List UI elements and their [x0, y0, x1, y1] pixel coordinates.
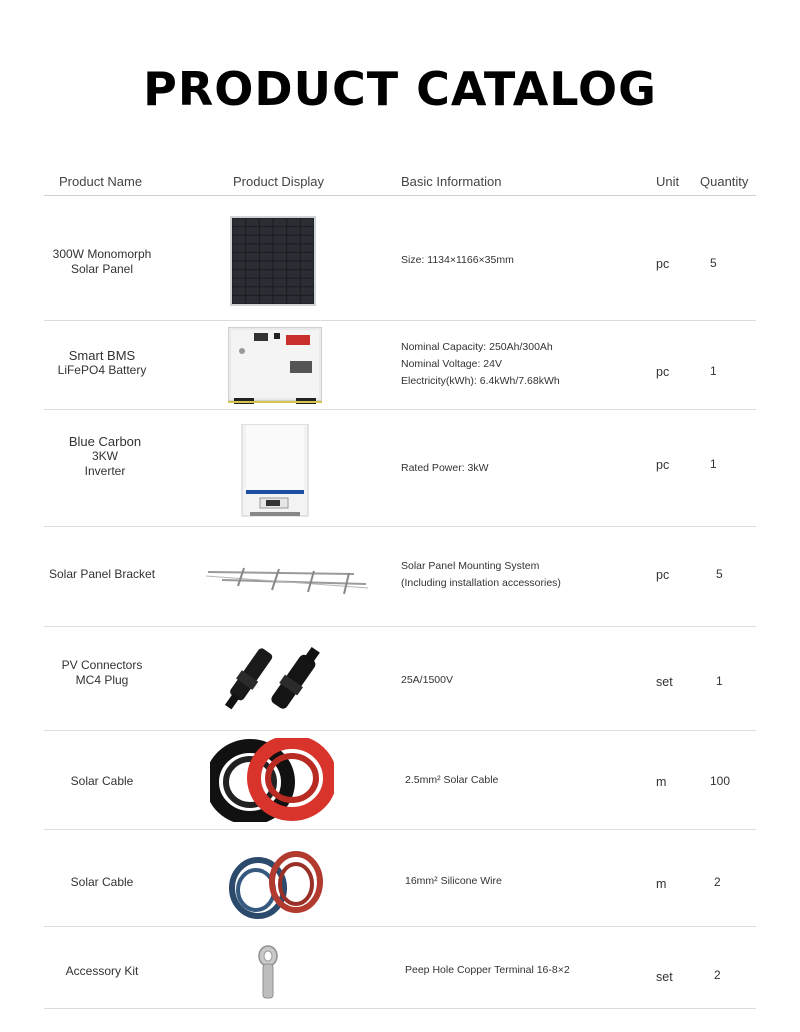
solar-cell: [260, 270, 272, 277]
header-basic-information: Basic Information: [401, 174, 502, 189]
product-name-line: Smart BMS: [68, 348, 136, 363]
copper-terminal-image: [254, 944, 284, 1000]
quantity: 1: [710, 457, 717, 471]
product-name-line: PV Connectors: [61, 658, 143, 672]
basic-information: [401, 460, 489, 477]
solar-cell: [287, 253, 299, 260]
product-name: [27, 658, 177, 688]
basic-information: [405, 873, 502, 890]
solar-cell: [274, 227, 286, 234]
unit: set: [656, 970, 673, 984]
info-line: 2.5mm² Solar Cable: [405, 774, 499, 786]
row-divider: [44, 926, 756, 927]
solar-cell: [233, 244, 245, 251]
solar-cell: [246, 296, 258, 303]
product-name-line: 300W Monomorph: [52, 247, 152, 261]
solar-cell: [301, 262, 313, 269]
solar-cell: [246, 227, 258, 234]
row-divider: [44, 409, 756, 410]
product-name-line: 3KW: [91, 449, 118, 463]
solar-cell: [301, 253, 313, 260]
header-divider: [44, 195, 756, 196]
solar-cell: [287, 262, 299, 269]
unit: pc: [656, 568, 670, 582]
row-divider: [44, 829, 756, 830]
product-name: [27, 964, 177, 979]
solar-cell: [274, 262, 286, 269]
row-divider: [44, 1008, 756, 1009]
basic-information: [405, 772, 498, 789]
header-product-name: Product Name: [59, 174, 143, 189]
row-divider: [44, 320, 756, 321]
quantity: 5: [710, 256, 717, 270]
solar-cell: [274, 244, 286, 251]
basic-information: [401, 672, 453, 689]
quantity: 1: [710, 364, 717, 378]
solar-cell: [287, 287, 299, 294]
basic-information: [401, 252, 514, 269]
info-line: Peep Hole Copper Terminal 16-8×2: [405, 964, 570, 976]
solar-cell: [287, 296, 299, 303]
basic-information: [405, 962, 570, 979]
mc4-connector-image: [220, 636, 324, 720]
solar-cell: [246, 253, 258, 260]
info-line: Solar Panel Mounting System: [401, 560, 540, 572]
solar-cell: [246, 219, 258, 226]
unit: pc: [656, 365, 670, 379]
solar-cable-image: [210, 738, 334, 822]
solar-cell: [287, 236, 299, 243]
solar-cell: [301, 270, 313, 277]
solar-cell: [274, 236, 286, 243]
solar-cell: [287, 219, 299, 226]
solar-cell: [287, 270, 299, 277]
solar-cell: [274, 253, 286, 260]
row-divider: [44, 526, 756, 527]
quantity: 100: [710, 774, 731, 788]
solar-cell: [246, 236, 258, 243]
solar-cell: [274, 219, 286, 226]
solar-cell: [260, 279, 272, 286]
unit: m: [656, 775, 667, 789]
solar-cell: [260, 253, 272, 260]
solar-cell: [274, 279, 286, 286]
info-line: Electricity(kWh): 6.4kWh/7.68kWh: [401, 375, 560, 387]
header-product-display: Product Display: [233, 174, 325, 189]
solar-cell: [233, 236, 245, 243]
bracket-image: [204, 560, 370, 600]
product-name-line: Solar Panel Bracket: [48, 567, 156, 581]
solar-cell: [301, 219, 313, 226]
battery-image: [228, 327, 322, 405]
solar-cell: [260, 244, 272, 251]
solar-panel-image: [230, 216, 316, 306]
solar-cell: [246, 270, 258, 277]
info-line: Nominal Capacity: 250Ah/300Ah: [401, 341, 553, 353]
solar-cell: [260, 236, 272, 243]
product-name-line: MC4 Plug: [75, 673, 129, 687]
silicone-wire-image: [226, 850, 326, 920]
product-name: [27, 348, 177, 378]
unit: m: [656, 877, 667, 891]
info-line: Size: 1134×1166×35mm: [401, 254, 514, 266]
product-name: [30, 434, 180, 479]
solar-cell: [260, 262, 272, 269]
basic-information: [401, 558, 561, 592]
quantity: 1: [716, 674, 723, 688]
info-line: (Including installation accessories): [401, 577, 561, 589]
solar-cell: [233, 296, 245, 303]
solar-cell: [274, 296, 286, 303]
unit: pc: [656, 458, 670, 472]
product-name-line: Solar Cable: [70, 875, 134, 889]
basic-information: [401, 339, 560, 390]
solar-cell: [301, 296, 313, 303]
solar-cell: [233, 262, 245, 269]
header-unit: Unit: [656, 174, 680, 189]
solar-cell: [287, 244, 299, 251]
product-name-line: Inverter: [84, 464, 126, 478]
solar-cell: [233, 219, 245, 226]
solar-cell: [301, 236, 313, 243]
solar-cell: [274, 270, 286, 277]
solar-cell: [233, 227, 245, 234]
product-name: [27, 247, 177, 277]
product-name-line: Solar Panel: [70, 262, 134, 276]
quantity: 2: [714, 968, 721, 982]
solar-cell: [233, 253, 245, 260]
product-name: [27, 875, 177, 890]
quantity: 2: [714, 875, 721, 889]
solar-cell: [233, 279, 245, 286]
unit: set: [656, 675, 673, 689]
info-line: Rated Power: 3kW: [401, 462, 489, 474]
solar-cell: [260, 287, 272, 294]
solar-cell: [260, 219, 272, 226]
product-name-line: Solar Cable: [70, 774, 134, 788]
row-divider: [44, 730, 756, 731]
solar-cell: [233, 287, 245, 294]
page-title: PRODUCT CATALOG: [143, 62, 657, 116]
solar-cell: [301, 227, 313, 234]
solar-cell: [246, 279, 258, 286]
solar-cell: [260, 296, 272, 303]
product-name: [27, 567, 177, 582]
solar-cell: [246, 262, 258, 269]
solar-cell: [287, 279, 299, 286]
solar-cell: [246, 244, 258, 251]
solar-cell: [233, 270, 245, 277]
product-name-line: LiFePO4 Battery: [57, 363, 147, 377]
solar-cell: [274, 287, 286, 294]
solar-cell: [301, 244, 313, 251]
info-line: 25A/1500V: [401, 674, 453, 686]
product-name-line: Blue Carbon: [68, 434, 142, 449]
solar-cell: [301, 287, 313, 294]
row-divider: [44, 626, 756, 627]
inverter-image: [240, 424, 310, 519]
info-line: Nominal Voltage: 24V: [401, 358, 502, 370]
solar-cell: [260, 227, 272, 234]
solar-cell: [301, 279, 313, 286]
info-line: 16mm² Silicone Wire: [405, 875, 502, 887]
solar-cell: [287, 227, 299, 234]
unit: pc: [656, 257, 670, 271]
product-name: [27, 774, 177, 789]
header-quantity: Quantity: [700, 174, 749, 189]
product-name-line: Accessory Kit: [65, 964, 139, 978]
solar-cell: [246, 287, 258, 294]
quantity: 5: [716, 567, 723, 581]
